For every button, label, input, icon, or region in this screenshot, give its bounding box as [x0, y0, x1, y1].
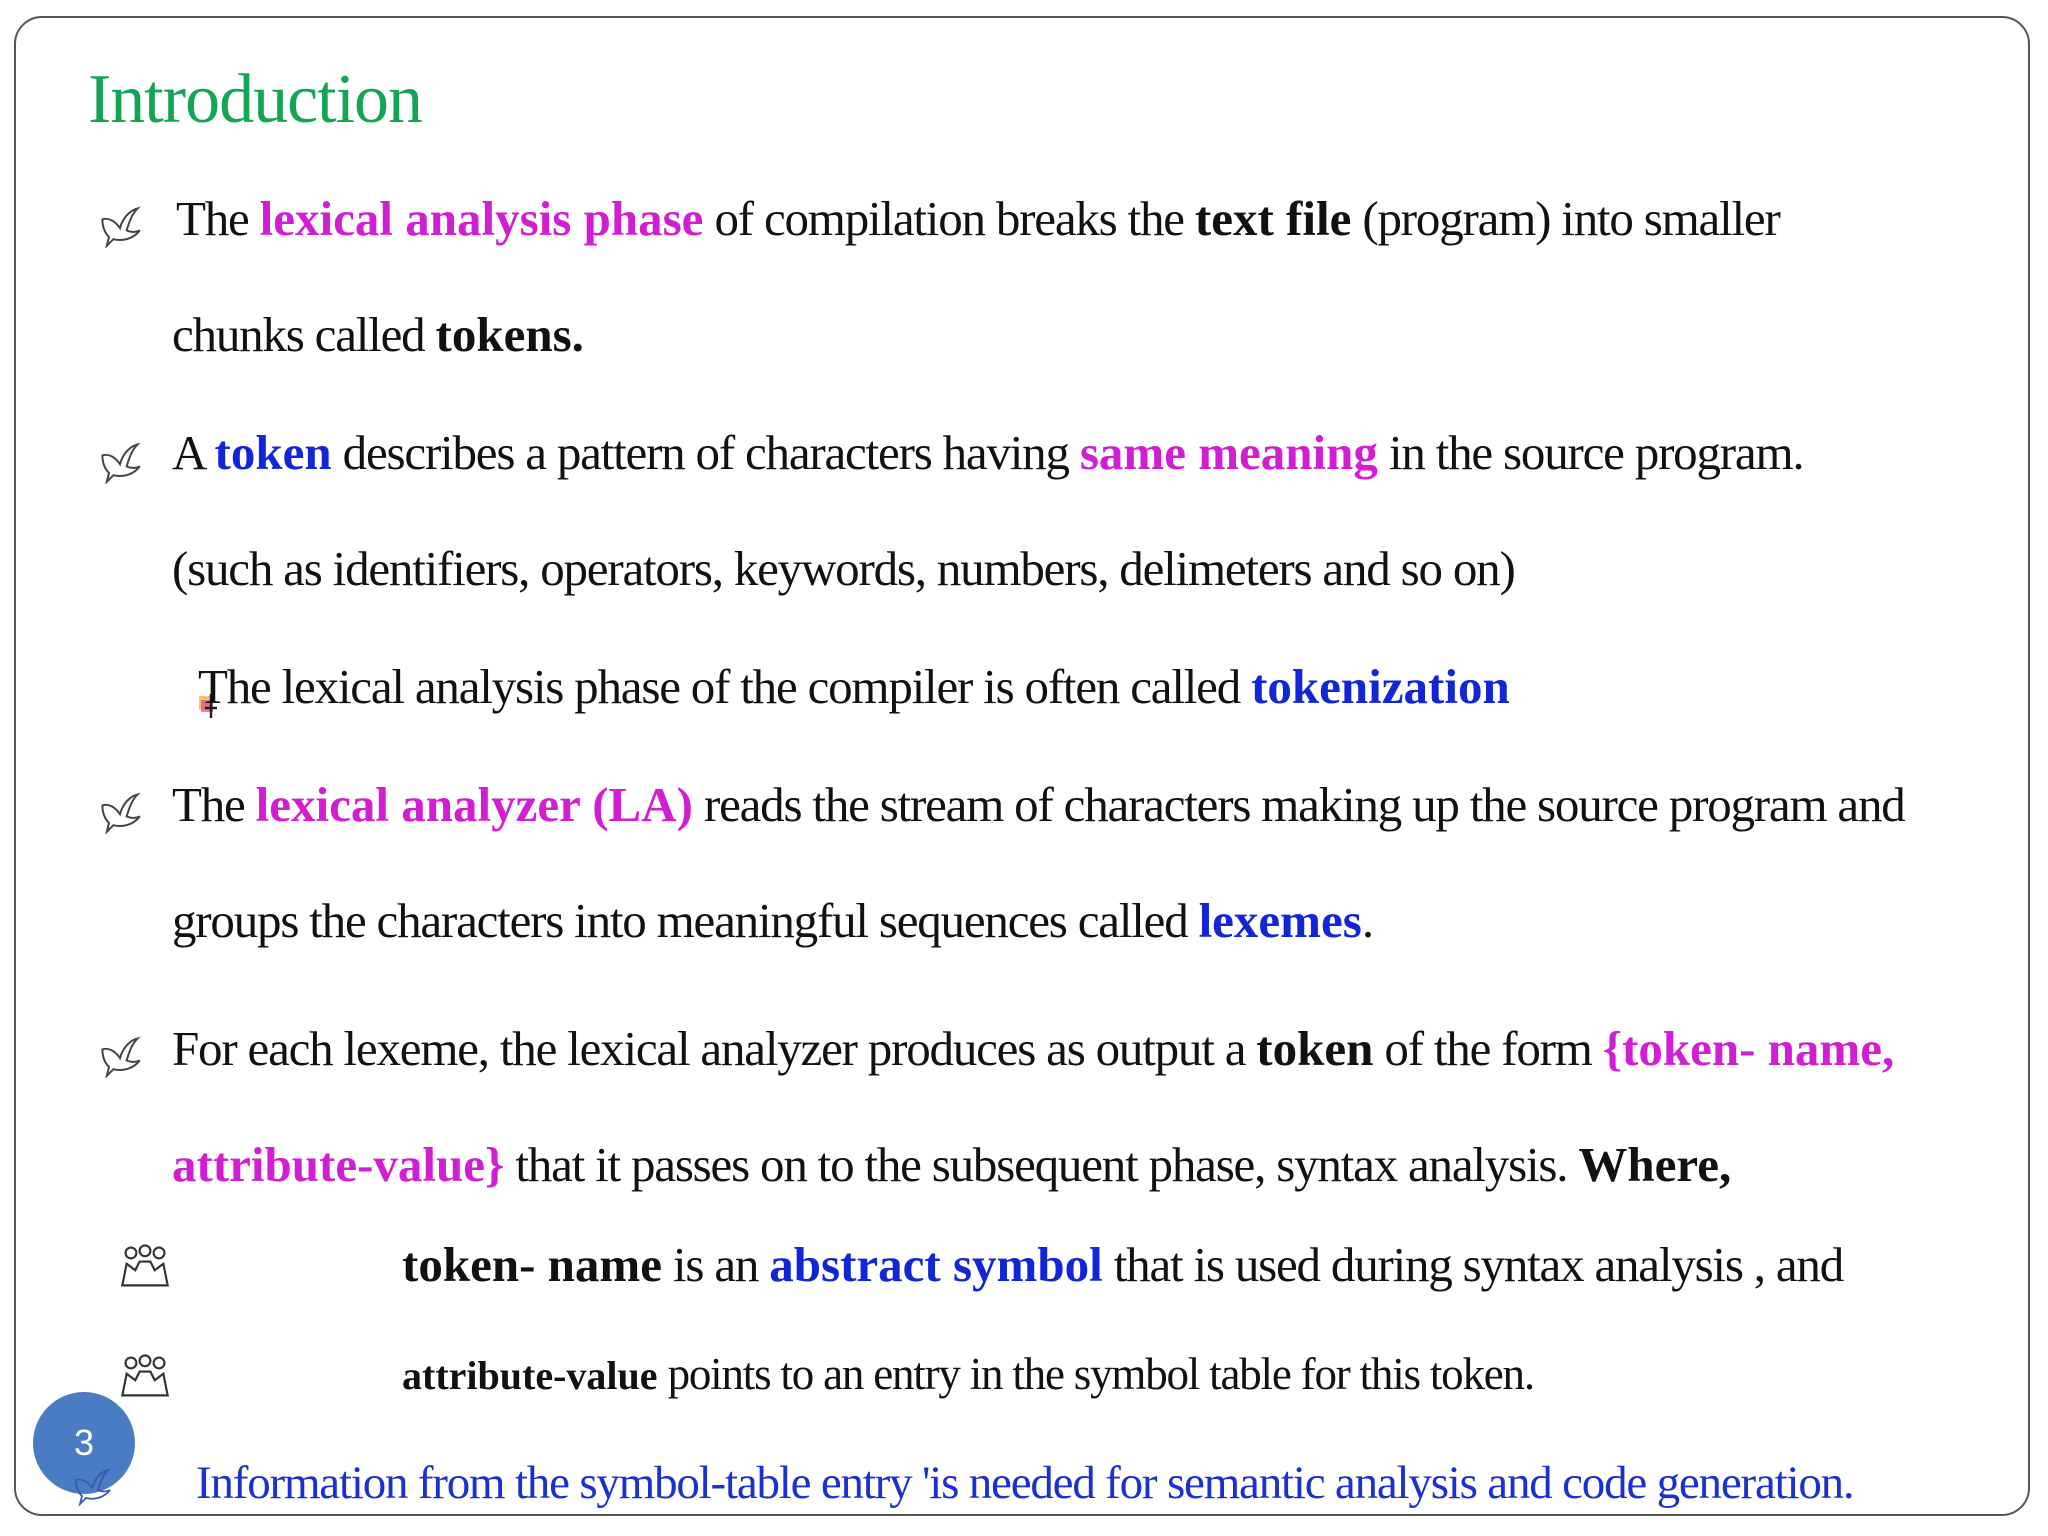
text: describes a pattern of characters having — [331, 425, 1080, 480]
bullet-1-line-1 — [176, 190, 1780, 247]
bold-where: Where, — [1578, 1137, 1732, 1192]
bullet-2-line-3 — [198, 658, 1510, 715]
info-line: Information from the symbol-table entry 'is needed for semantic analysis and code generation. — [196, 1457, 1854, 1509]
text: of the form — [1373, 1021, 1603, 1076]
bullet-3-line-1 — [172, 776, 1905, 833]
bird-bullet-icon — [98, 204, 142, 248]
bird-bullet-icon — [98, 790, 142, 834]
people-bullet-icon — [118, 1244, 172, 1290]
text: groups the characters into meaningful sequences called — [172, 893, 1199, 948]
bold-token: token — [1256, 1021, 1374, 1076]
bird-bullet-icon — [98, 440, 142, 484]
text: . — [1361, 893, 1373, 948]
text: in the source program. — [1377, 425, 1804, 480]
highlight-same-meaning: same meaning — [1079, 425, 1378, 480]
bold-tokens: tokens. — [435, 307, 584, 362]
highlight-tokenization: tokenization — [1251, 659, 1510, 714]
bird-bullet-icon — [72, 1466, 112, 1506]
page-title: Introduction — [88, 61, 423, 138]
text: (such as identifiers, operators, keywords, numbers, delimeters and so on) — [172, 541, 1515, 596]
text: is an — [661, 1237, 770, 1292]
highlight-lexemes: lexemes — [1198, 893, 1362, 948]
people-bullet-icon — [118, 1354, 172, 1400]
page-number-badge: 3 — [33, 1392, 135, 1494]
highlight-token-name: {token- name, — [1602, 1021, 1895, 1076]
text: (program) into smaller — [1351, 191, 1780, 246]
highlight-lexical-analysis-phase: lexical analysis phase — [259, 191, 704, 246]
text: that is used during syntax analysis , and — [1102, 1237, 1844, 1292]
bullet-4-line-2 — [172, 1136, 1731, 1193]
text: chunks called — [172, 307, 436, 362]
text: that it passes on to the subsequent phase, syntax analysis. — [504, 1137, 1579, 1192]
bold-text-file: text file — [1194, 191, 1352, 246]
bullet-4-line-1 — [172, 1020, 1894, 1077]
text: reads the stream of characters making up the source program and — [692, 777, 1905, 832]
highlight-token: token — [214, 425, 332, 480]
text: For each lexeme, the lexical analyzer produces as output a — [172, 1021, 1257, 1076]
text: A — [172, 425, 215, 480]
highlight-lexical-analyzer: lexical analyzer (LA) — [255, 777, 693, 832]
bullet-2-line-1 — [172, 424, 1803, 481]
bullet-2-line-2 — [172, 540, 1515, 597]
bullet-3-line-2 — [172, 892, 1373, 949]
text: The — [172, 777, 256, 832]
bold-attribute-value: attribute-value — [402, 1353, 658, 1398]
highlight-attribute-value: attribute-value} — [172, 1137, 505, 1192]
text: points to an entry in the symbol table for this token. — [657, 1349, 1534, 1399]
highlight-abstract-symbol: abstract symbol — [769, 1237, 1103, 1292]
text: The — [176, 191, 260, 246]
bold-token-name: token- name — [402, 1237, 662, 1292]
text: The lexical analysis phase of the compiler is often called — [198, 659, 1252, 714]
bullet-1-line-2 — [172, 306, 584, 363]
bird-bullet-icon — [98, 1034, 142, 1078]
text: of compilation breaks the — [703, 191, 1195, 246]
sub-bullet-token-name — [402, 1236, 1843, 1293]
sub-bullet-attribute-value — [402, 1348, 1534, 1400]
